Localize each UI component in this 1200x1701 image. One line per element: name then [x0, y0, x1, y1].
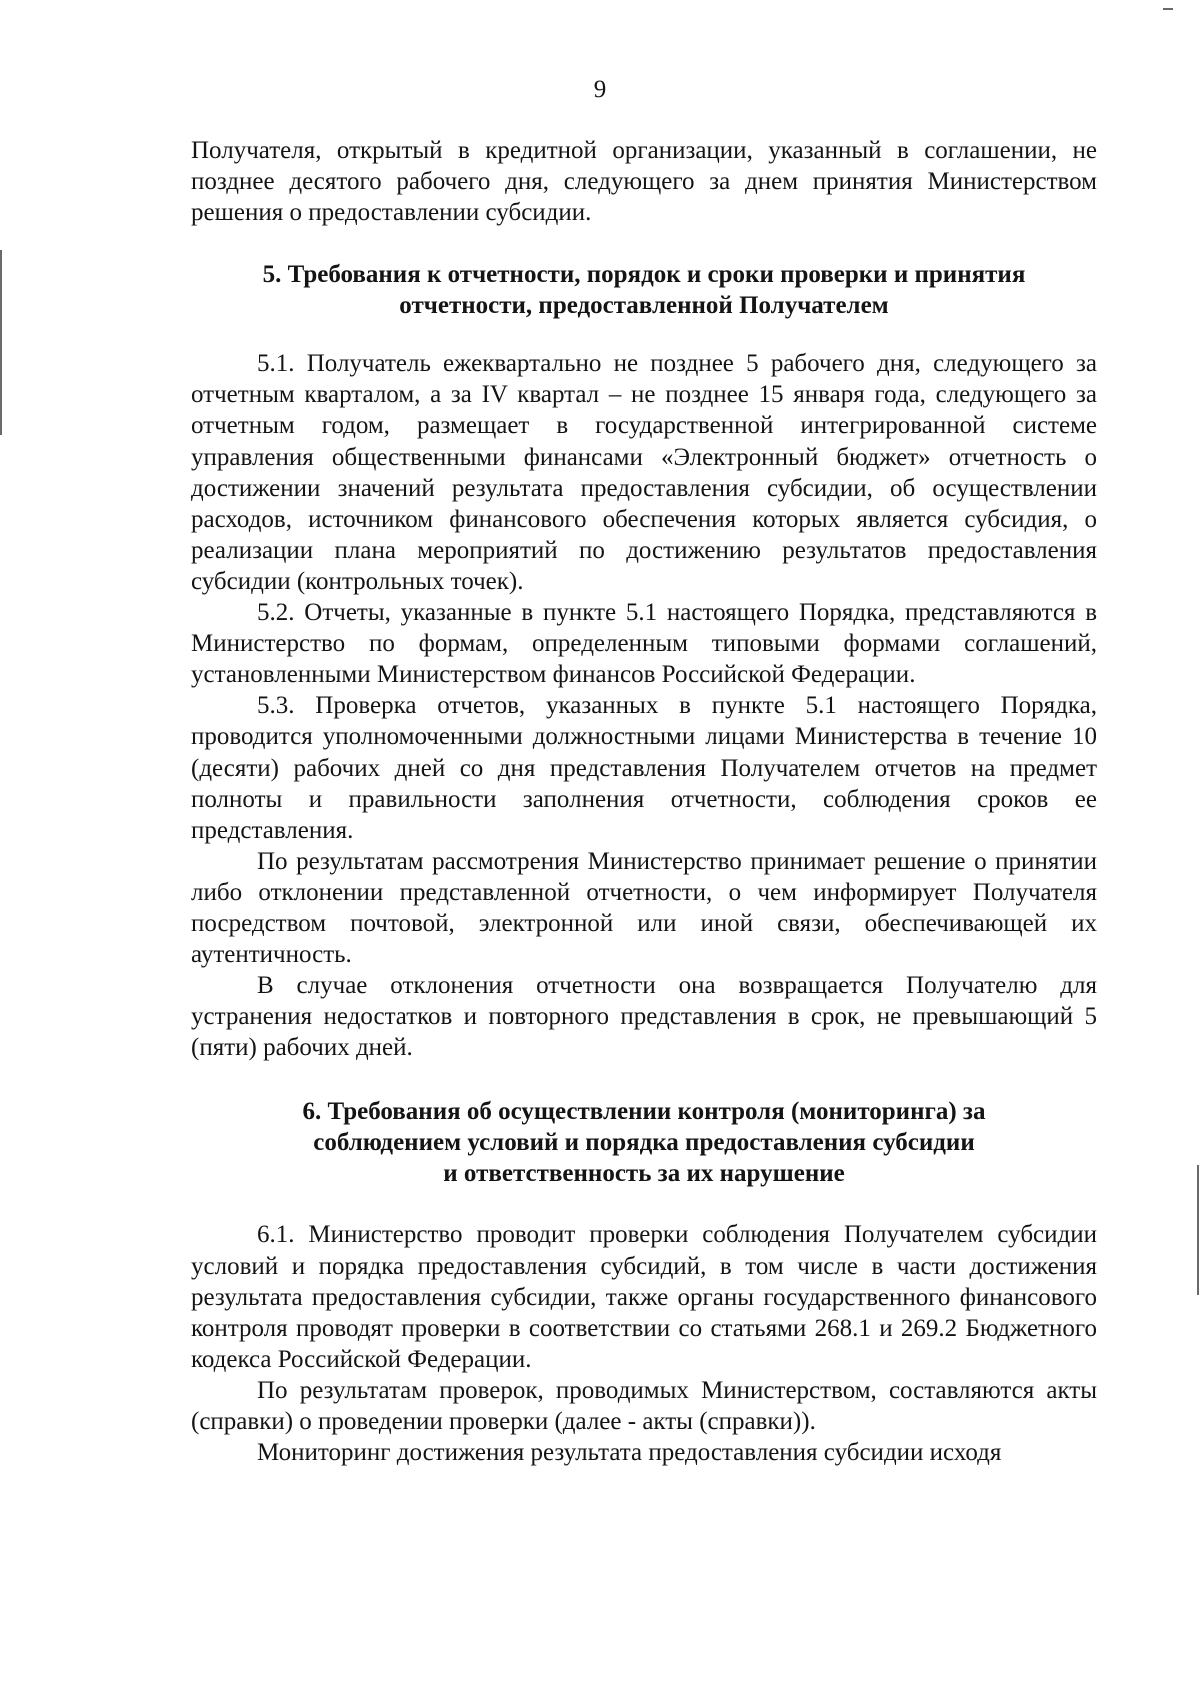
section-6-heading-line-3: и ответственность за их нарушение [443, 1160, 845, 1188]
intro-paragraph: Получателя, открытый в кредитной организации, указанный в соглашении, не позднее десятого рабочего дня, следующего за днем принятия Министерством решения о предоставлении субсидии. [191, 137, 1097, 227]
scan-edge-mark [1163, 8, 1173, 10]
paragraph-5-2: 5.2. Отчеты, указанные в пункте 5.1 настоящего Порядка, представляются в Министерство по формам, определенным типовыми формами соглашений, установленными Министерством финансов Российской Федерации. [191, 599, 1097, 689]
paragraph-6-1-monitoring: Мониторинг достижения результата предоставления субсидии исходя [257, 1439, 1002, 1467]
section-6-heading [191, 1096, 1097, 1189]
paragraph-5-3-rejection: В случае отклонения отчетности она возвращается Получателю для устранения недостатков и повторного представления в срок, не превышающий 5 (пяти) рабочих дней. [191, 972, 1097, 1062]
section-6-heading-line-1: 6. Требования об осуществлении контроля (мониторинга) за [302, 1098, 986, 1126]
paragraph-5-3-results: По результатам рассмотрения Министерство принимает решение о принятии либо отклонении представленной отчетности, о чем информирует Получателя посредством почтовой, электронной или иной связи, обеспечивающей их аутентичность. [191, 847, 1097, 969]
scan-edge-mark [0, 250, 2, 435]
section-5-heading-line-2: отчетности, предоставленной Получателем [399, 292, 889, 320]
scan-edge-mark [1197, 1165, 1199, 1295]
section-6-heading-line-2: соблюдением условий и порядка предоставления субсидии [313, 1129, 975, 1157]
document-body [191, 135, 1097, 1468]
section-5-heading [191, 259, 1097, 321]
paragraph-6-1: 6.1. Министерство проводит проверки соблюдения Получателем субсидии условий и порядка предоставления субсидий, в том числе в части достижения результата предоставления субсидии, также органы государственного финансового контроля проводят проверки в соответствии со статьями 268.1 и 269.2 Бюджетного кодекса Российской Федерации. [191, 1221, 1097, 1373]
paragraph-5-3: 5.3. Проверка отчетов, указанных в пункте 5.1 настоящего Порядка, проводится уполномоченными должностными лицами Министерства в течение 10 (десяти) рабочих дней со дня представления Получателем отчетов на предмет полноты и правильности заполнения отчетности, соблюдения сроков ее представления. [191, 692, 1097, 844]
paragraph-5-1: 5.1. Получатель ежеквартально не позднее 5 рабочего дня, следующего за отчетным кварталом, а за IV квартал – не позднее 15 января года, следующего за отчетным годом, размещает в государственной интегрированной системе управления общественными финансами «Электронный бюджет» отчетность о достижении значений результата предоставления субсидии, об осуществлении расходов, источником финансового обеспечения которых является субсидия, о реализации плана мероприятий по достижению результатов предоставления субсидии (контрольных точек). [191, 350, 1097, 595]
section-5-heading-line-1: 5. Требования к отчетности, порядок и сроки проверки и принятия [262, 261, 1026, 289]
page-number: 9 [593, 76, 607, 103]
paragraph-6-1-acts: По результатам проверок, проводимых Министерством, составляются акты (справки) о проведении проверки (далее - акты (справки)). [191, 1376, 1097, 1435]
